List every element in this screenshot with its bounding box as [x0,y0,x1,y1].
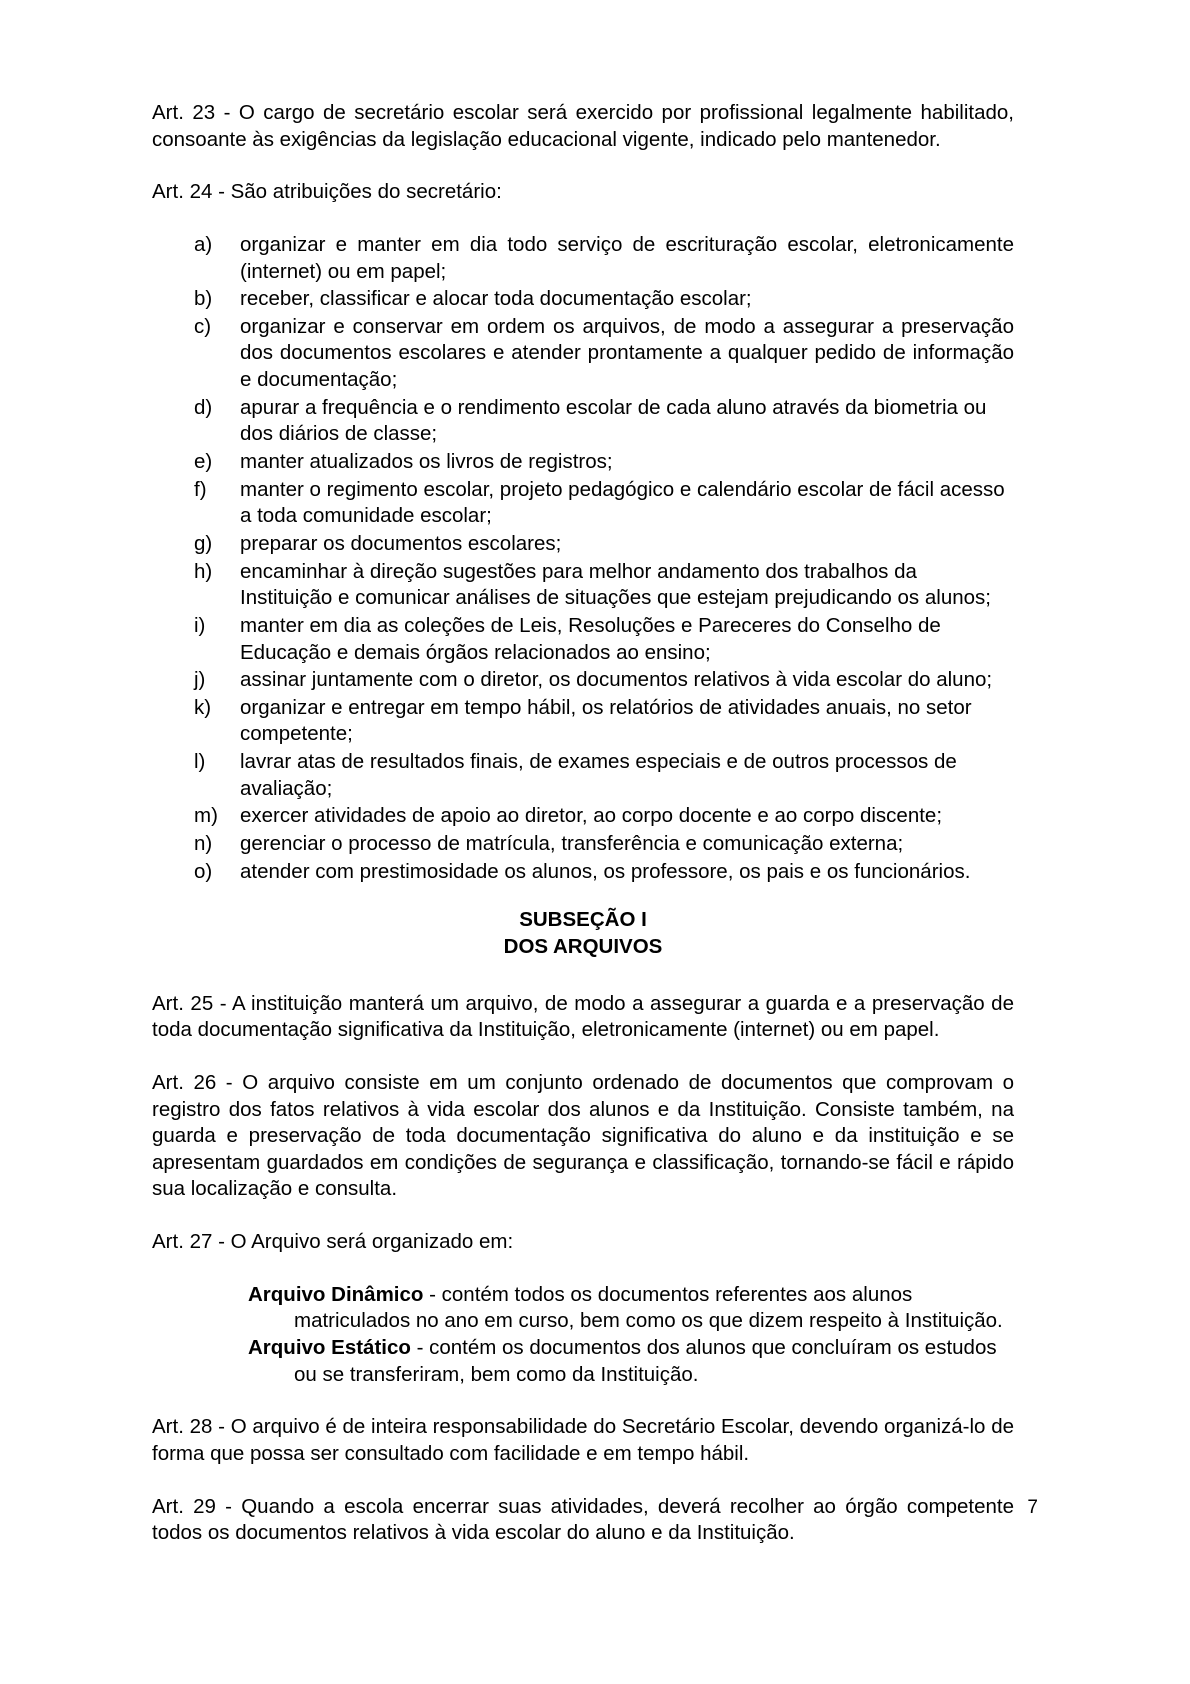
list-marker: g) [194,531,213,555]
list-marker: b) [194,287,213,311]
archive-definitions [152,1282,1014,1389]
definition-arquivo-estatico [248,1335,1014,1388]
list-marker: n) [194,832,213,856]
list-item-text: exercer atividades de apoio ao diretor, ao corpo docente e ao corpo discente; [240,804,943,828]
list-item [152,395,1014,448]
list-marker: h) [194,559,213,583]
list-marker: m) [194,804,218,828]
list-marker: o) [194,859,213,883]
list-item [152,667,1014,694]
list-item-text: apurar a frequência e o rendimento escolar de cada aluno através da biometria ou dos diários de classe; [240,395,987,446]
paragraph-art-23: Art. 23 - O cargo de secretário escolar será exercido por profissional legalmente habilitado, consoante às exigências da legislação educacional vigente, indicado pelo mantenedor. [152,101,1014,151]
list-item-text: manter o regimento escolar, projeto pedagógico e calendário escolar de fácil acesso a toda comunidade escolar; [240,477,1005,528]
definition-arquivo-dinamico [248,1282,1014,1335]
list-item-text: manter em dia as coleções de Leis, Resoluções e Pareceres do Conselho de Educação e demais órgãos relacionados ao ensino; [240,613,941,664]
paragraph-art-26: Art. 26 - O arquivo consiste em um conjunto ordenado de documentos que comprovam o registro dos fatos relativos à vida escolar dos alunos e da Instituição. Consiste também, na guarda e preservação de toda documentação significativa do aluno e da instituição e se apresentam guardados em condições de segurança e classificação, tornando-se fácil e rápido sua localização e consulta. [152,1070,1014,1201]
list-item [152,314,1014,394]
list-item [152,695,1014,748]
list-marker: a) [194,232,213,256]
art-24-list [152,232,1014,885]
definition-term: Arquivo Estático [248,1335,411,1359]
list-marker: l) [194,750,206,774]
list-marker: f) [194,477,207,501]
paragraph-art-24-intro: Art. 24 - São atribuições do secretário: [152,180,502,204]
list-item [152,749,1014,802]
list-marker: j) [194,668,206,692]
list-item-text: encaminhar à direção sugestões para melhor andamento dos trabalhos da Instituição e comunicar análises de situações que estejam prejudicando os alunos; [240,559,991,610]
subsection-heading [152,907,1014,960]
list-item [152,613,1014,666]
list-item-text: organizar e manter em dia todo serviço de escrituração escolar, eletronicamente (internet) ou em papel; [240,232,1014,283]
list-marker: k) [194,695,212,719]
list-item [152,286,1014,313]
list-marker: i) [194,613,206,637]
list-item-text: preparar os documentos escolares; [240,531,562,555]
definition-text: - contém os documentos dos alunos que concluíram os estudos ou se transferiram, bem como da Instituição. [294,1335,997,1386]
subsection-heading-line-2: DOS ARQUIVOS [503,934,663,958]
list-item [152,232,1014,285]
paragraph-art-27-intro: Art. 27 - O Arquivo será organizado em: [152,1230,514,1254]
list-item-text: receber, classificar e alocar toda documentação escolar; [240,287,752,311]
paragraph-art-25: Art. 25 - A instituição manterá um arquivo, de modo a assegurar a guarda e a preservação de toda documentação significativa da Instituição, eletronicamente (internet) ou em papel. [152,991,1014,1042]
list-item-text: manter atualizados os livros de registros; [240,450,613,474]
list-item [152,803,1014,830]
list-item-text: organizar e entregar em tempo hábil, os relatórios de atividades anuais, no setor competente; [240,695,972,746]
definition-term: Arquivo Dinâmico [248,1282,424,1306]
list-item [152,831,1014,858]
list-marker: d) [194,395,213,419]
list-item [152,859,1014,886]
list-item-text: lavrar atas de resultados finais, de exames especiais e de outros processos de avaliação; [240,750,957,800]
list-item [152,559,1014,612]
list-item [152,449,1014,476]
list-marker: e) [194,450,213,474]
list-item [152,477,1014,530]
page-content [152,100,1014,1547]
list-marker: c) [194,314,212,338]
definition-text: - contém todos os documentos referentes aos alunos matriculados no ano em curso, bem como os que dizem respeito à Instituição. [294,1282,1003,1333]
list-item-text: organizar e conservar em ordem os arquivos, de modo a assegurar a preservação dos documentos escolares e atender prontamente a qualquer pedido de informação e documentação; [240,314,1014,392]
page-number: 7 [1027,1497,1038,1518]
list-item-text: atender com prestimosidade os alunos, os professore, os pais e os funcionários. [240,859,971,883]
list-item [152,531,1014,558]
list-item-text: gerenciar o processo de matrícula, transferência e comunicação externa; [240,832,904,856]
paragraph-art-29: Art. 29 - Quando a escola encerrar suas atividades, deverá recolher ao órgão competente todos os documentos relativos à vida escolar do aluno e da Instituição. [152,1494,1014,1545]
subsection-heading-line-1: SUBSEÇÃO I [519,908,647,932]
paragraph-art-28: Art. 28 - O arquivo é de inteira responsabilidade do Secretário Escolar, devendo organizá-lo de forma que possa ser consultado com facilidade e em tempo hábil. [152,1415,1014,1465]
list-item-text: assinar juntamente com o diretor, os documentos relativos à vida escolar do aluno; [240,668,993,692]
